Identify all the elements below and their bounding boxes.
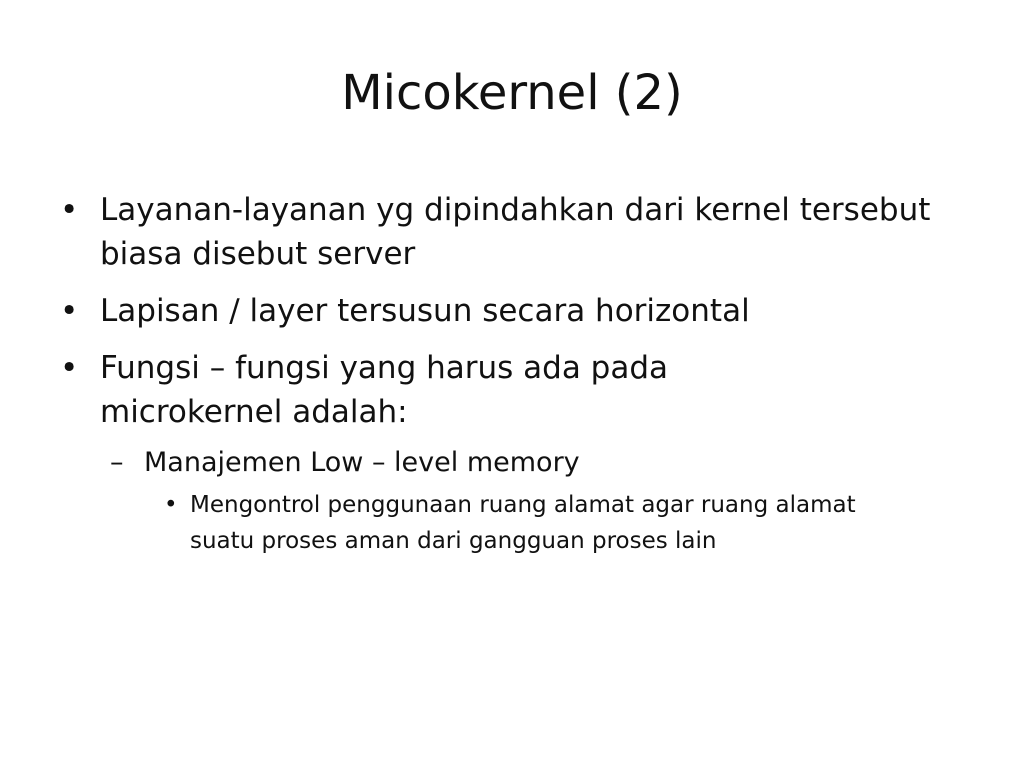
- bullet-marker: •: [164, 492, 178, 518]
- slide-content: [60, 188, 980, 559]
- bullet-marker: •: [60, 192, 79, 228]
- bullet-marker: •: [60, 350, 79, 386]
- bullet-text: Lapisan / layer tersusun secara horizontal: [100, 293, 750, 329]
- bullet-text: Fungsi – fungsi yang harus ada pada microkernel adalah:: [100, 350, 669, 430]
- bullet-text: Layanan-layanan yg dipindahkan dari kernel tersebut biasa disebut server: [100, 192, 931, 272]
- bullet-item-1: [60, 188, 980, 276]
- dash-marker: –: [110, 447, 124, 478]
- bullet-item-3: [60, 346, 800, 434]
- sub-sub-bullet-item: [60, 487, 890, 559]
- sub-bullet-text: Manajemen Low – level memory: [144, 447, 580, 478]
- sub-bullet-item: [60, 443, 980, 483]
- bullet-marker: •: [60, 293, 79, 329]
- bullet-item-2: [60, 289, 980, 333]
- sub-sub-bullet-text: Mengontrol penggunaan ruang alamat agar ruang alamat suatu proses aman dari gangguan proses lain: [190, 492, 856, 554]
- slide-title: Micokernel (2): [341, 65, 683, 121]
